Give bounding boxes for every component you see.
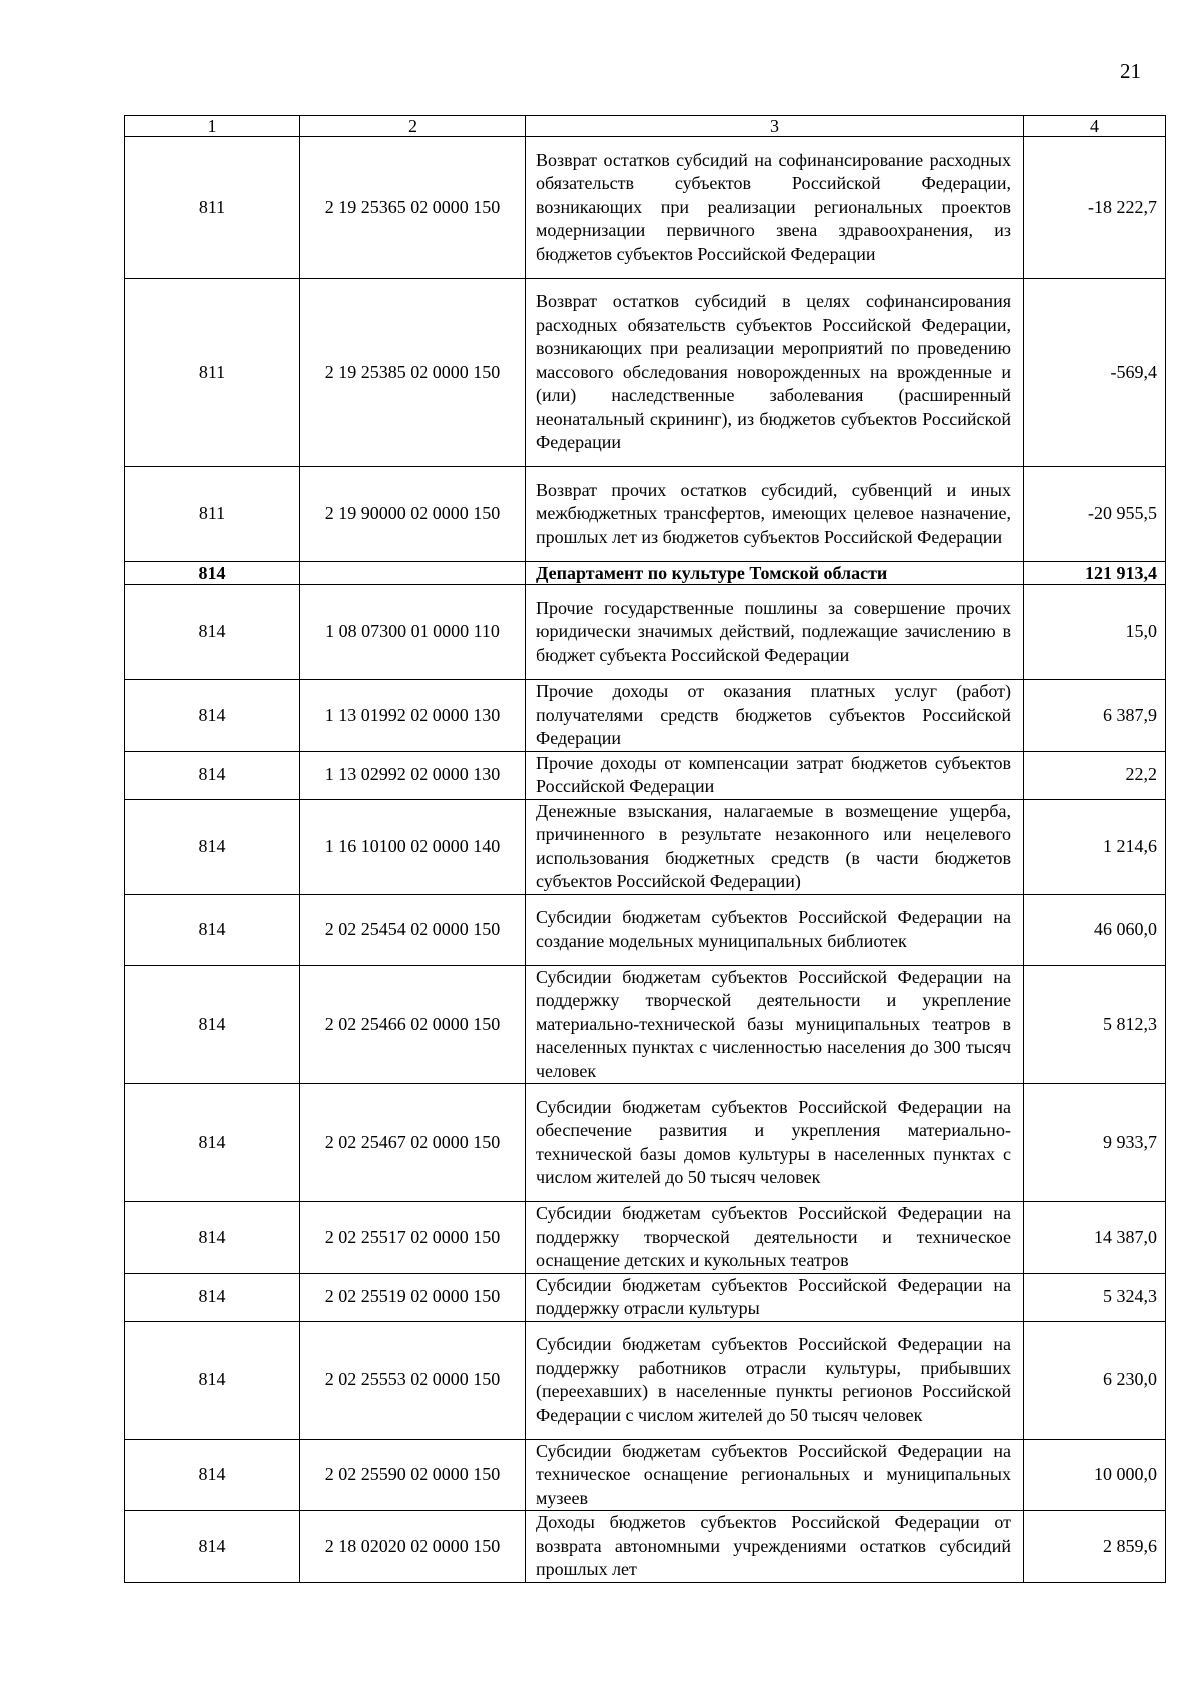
table-header-row [125, 116, 1166, 137]
budget-code-cell: 2 02 25517 02 0000 150 [300, 1202, 526, 1274]
table-row [125, 1439, 1166, 1511]
admin-code-cell: 814 [125, 1321, 300, 1439]
table-row [125, 279, 1166, 467]
column-number-4: 4 [1024, 116, 1166, 137]
budget-code-cell: 2 02 25454 02 0000 150 [300, 894, 526, 965]
admin-code-cell: 814 [125, 562, 300, 585]
budget-code-cell: 1 16 10100 02 0000 140 [300, 799, 526, 894]
admin-code-cell: 811 [125, 279, 300, 467]
revenue-name-cell: Прочие государственные пошлины за совершение прочих юридически значимых действий, подлежащие зачислению в бюджет субъекта Российской Федерации [526, 585, 1024, 680]
admin-code-cell: 814 [125, 1273, 300, 1321]
admin-code-cell: 814 [125, 585, 300, 680]
revenue-name-cell: Возврат прочих остатков субсидий, субвенций и иных межбюджетных трансфертов, имеющих целевое назначение, прошлых лет из бюджетов субъектов Российской Федерации [526, 467, 1024, 562]
budget-code-cell: 2 19 90000 02 0000 150 [300, 467, 526, 562]
budget-code-cell: 2 02 25467 02 0000 150 [300, 1084, 526, 1202]
revenue-name-cell: Субсидии бюджетам субъектов Российской Федерации на поддержку творческой деятельности и укрепление материально-технической базы муниципальных театров в населенных пунктах с численностью населения до 300 тысяч человек [526, 965, 1024, 1084]
admin-code-cell: 811 [125, 137, 300, 279]
admin-code-cell: 814 [125, 1511, 300, 1583]
amount-cell: 6 230,0 [1024, 1321, 1166, 1439]
amount-cell: 1 214,6 [1024, 799, 1166, 894]
admin-code-cell: 814 [125, 965, 300, 1084]
budget-code-cell: 2 02 25590 02 0000 150 [300, 1439, 526, 1511]
amount-cell: 5 812,3 [1024, 965, 1166, 1084]
amount-cell: 121 913,4 [1024, 562, 1166, 585]
revenue-name-cell: Прочие доходы от компенсации затрат бюджетов субъектов Российской Федерации [526, 751, 1024, 799]
amount-cell: 46 060,0 [1024, 894, 1166, 965]
budget-code-cell [300, 562, 526, 585]
table-row [125, 585, 1166, 680]
revenue-name-cell: Прочие доходы от оказания платных услуг (работ) получателями средств бюджетов субъектов Российской Федерации [526, 680, 1024, 752]
amount-cell: -20 955,5 [1024, 467, 1166, 562]
revenue-name-cell: Доходы бюджетов субъектов Российской Федерации от возврата автономными учреждениями остатков субсидий прошлых лет [526, 1511, 1024, 1583]
revenue-name-cell: Субсидии бюджетам субъектов Российской Федерации на обеспечение развития и укрепления материально-технической базы домов культуры в населенных пунктах с числом жителей до 50 тысяч человек [526, 1084, 1024, 1202]
table-row [125, 680, 1166, 752]
table-row [125, 1084, 1166, 1202]
amount-cell: 6 387,9 [1024, 680, 1166, 752]
amount-cell: 10 000,0 [1024, 1439, 1166, 1511]
admin-code-cell: 814 [125, 1202, 300, 1274]
table-row [125, 1321, 1166, 1439]
budget-code-cell: 1 08 07300 01 0000 110 [300, 585, 526, 680]
table-row [125, 1202, 1166, 1274]
admin-code-cell: 814 [125, 799, 300, 894]
table-row [125, 799, 1166, 894]
amount-cell: 5 324,3 [1024, 1273, 1166, 1321]
table-row [125, 1511, 1166, 1583]
budget-code-cell: 1 13 01992 02 0000 130 [300, 680, 526, 752]
admin-code-cell: 814 [125, 1084, 300, 1202]
table-row [125, 965, 1166, 1084]
amount-cell: 15,0 [1024, 585, 1166, 680]
admin-code-cell: 811 [125, 467, 300, 562]
table-row [125, 894, 1166, 965]
amount-cell: 14 387,0 [1024, 1202, 1166, 1274]
budget-code-cell: 2 02 25519 02 0000 150 [300, 1273, 526, 1321]
amount-cell: -18 222,7 [1024, 137, 1166, 279]
column-number-1: 1 [125, 116, 300, 137]
revenue-name-cell: Субсидии бюджетам субъектов Российской Федерации на поддержку работников отрасли культуры, прибывших (переехавших) в населенные пункты регионов Российской Федерации с числом жителей до 50 тысяч человек [526, 1321, 1024, 1439]
table-row [125, 467, 1166, 562]
admin-code-cell: 814 [125, 1439, 300, 1511]
page-number: 21 [1120, 59, 1141, 83]
budget-code-cell: 2 18 02020 02 0000 150 [300, 1511, 526, 1583]
revenue-name-cell: Субсидии бюджетам субъектов Российской Федерации на создание модельных муниципальных библиотек [526, 894, 1024, 965]
revenue-name-cell: Департамент по культуре Томской области [526, 562, 1024, 585]
column-number-2: 2 [300, 116, 526, 137]
admin-code-cell: 814 [125, 751, 300, 799]
budget-code-cell: 2 02 25466 02 0000 150 [300, 965, 526, 1084]
budget-code-cell: 2 19 25365 02 0000 150 [300, 137, 526, 279]
amount-cell: 2 859,6 [1024, 1511, 1166, 1583]
table-section-row [125, 562, 1166, 585]
revenue-name-cell: Субсидии бюджетам субъектов Российской Федерации на поддержку творческой деятельности и техническое оснащение детских и кукольных театров [526, 1202, 1024, 1274]
revenue-name-cell: Возврат остатков субсидий в целях софинансирования расходных обязательств субъектов Российской Федерации, возникающих при реализации мероприятий по проведению массового обследования новорожденных на врожденные и (или) наследственные заболевания (расширенный неонатальный скрининг), из бюджетов субъектов Российской Федерации [526, 279, 1024, 467]
admin-code-cell: 814 [125, 680, 300, 752]
budget-code-cell: 2 19 25385 02 0000 150 [300, 279, 526, 467]
admin-code-cell: 814 [125, 894, 300, 965]
revenue-name-cell: Субсидии бюджетам субъектов Российской Федерации на техническое оснащение региональных и муниципальных музеев [526, 1439, 1024, 1511]
table-row [125, 751, 1166, 799]
revenue-name-cell: Денежные взыскания, налагаемые в возмещение ущерба, причиненного в результате незаконного или нецелевого использования бюджетных средств (в части бюджетов субъектов Российской Федерации) [526, 799, 1024, 894]
amount-cell: 22,2 [1024, 751, 1166, 799]
revenue-name-cell: Возврат остатков субсидий на софинансирование расходных обязательств субъектов Российской Федерации, возникающих при реализации региональных проектов модернизации первичного звена здравоохранения, из бюджетов субъектов Российской Федерации [526, 137, 1024, 279]
budget-code-cell: 2 02 25553 02 0000 150 [300, 1321, 526, 1439]
column-number-3: 3 [526, 116, 1024, 137]
table-row [125, 137, 1166, 279]
revenue-name-cell: Субсидии бюджетам субъектов Российской Федерации на поддержку отрасли культуры [526, 1273, 1024, 1321]
table-row [125, 1273, 1166, 1321]
amount-cell: 9 933,7 [1024, 1084, 1166, 1202]
amount-cell: -569,4 [1024, 279, 1166, 467]
budget-code-cell: 1 13 02992 02 0000 130 [300, 751, 526, 799]
budget-revenue-table [124, 115, 1166, 1583]
